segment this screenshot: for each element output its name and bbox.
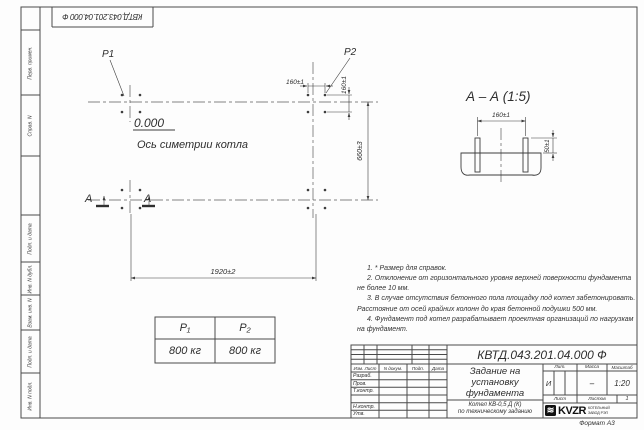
section-letter-left: А — [85, 193, 93, 205]
section-cut-marks — [84, 193, 155, 206]
note-4: 4. Фундамент под котел разрабатывает проектная организаций по нагрузкам на фундамент. — [357, 315, 634, 333]
tb-scale-label: Масштаб — [611, 365, 633, 370]
doc-number-top: КВТД.043.201.04.000 Ф — [62, 12, 143, 22]
kvzr-logo-caption: КОТЕЛЬНЫЙ ЗАВОД РЭП — [587, 406, 610, 415]
tb-scale-value: 1:20 — [614, 378, 630, 388]
dim-bolt-spacing-h — [286, 79, 333, 93]
section-title: А – А (1:5) — [466, 89, 531, 104]
note-1: 1. * Размер для справок. — [367, 265, 447, 272]
tb-header-izm-list: Изм. Лист — [353, 365, 377, 371]
svg-text:50±1: 50±1 — [545, 139, 551, 153]
margin-label-vzam-inv: Взам. инв. N — [27, 297, 34, 328]
margin-label-perv-primen: Перв. примен. — [27, 45, 34, 80]
loads-col1-header: P₁ — [179, 322, 191, 334]
tb-lit-label: Лит. — [554, 365, 566, 370]
tb-row-blank — [351, 395, 379, 403]
tb-row-tkontr: Т.контр. — [353, 388, 374, 395]
margin-label-podp-data-2: Подп. и дата — [27, 335, 34, 368]
tb-mass-value: – — [589, 378, 595, 388]
note-2: 2. Отклонение от горизонтального уровня верхней поверхности фундамента не более 10 мм. — [357, 275, 632, 293]
tb-header-n-dokum: N докум. — [383, 365, 403, 371]
tb-lit-value: И — [545, 378, 552, 388]
tb-row-utv: Утв. — [353, 411, 365, 418]
dim-stud-protrusion — [531, 130, 557, 161]
tb-row-nkontr: Н.контр. — [353, 403, 375, 410]
margin-label-podp-data-1: Подп. и дата — [27, 222, 34, 255]
plan-view — [84, 47, 378, 281]
boiler-axis-label: Ось симетрии котла — [137, 139, 249, 151]
kvzr-logo-icon: ≋ — [546, 405, 555, 415]
anchor-bolts — [121, 94, 327, 210]
section-view — [461, 89, 557, 182]
section-letter-right: А — [144, 193, 152, 205]
p2-label: P2 — [344, 47, 357, 58]
svg-text:660±3: 660±3 — [357, 141, 364, 161]
title-block-designation: КВТД.043.201.04.000 Ф — [477, 347, 607, 362]
dim-length — [131, 214, 316, 281]
note-3: 3. В случае отсутствия бетонного пола площадку под котел забетонировать. Расстояние от осей крайних колонн до края бетонной подушки 500 мм. — [357, 295, 636, 313]
svg-text:160±1: 160±1 — [491, 112, 511, 119]
tb-header-data: Дата — [431, 365, 445, 371]
svg-text:160±1: 160±1 — [341, 75, 348, 95]
svg-text:160±1: 160±1 — [285, 79, 304, 86]
tb-sheets-value: 1 — [625, 396, 629, 402]
tb-logo-row — [543, 403, 637, 418]
tb-row-razrab: Разраб. — [353, 372, 372, 379]
tb-sheet-label: Лист — [553, 396, 567, 402]
margin-label-inv-podl: Инв. N подл. — [27, 380, 34, 411]
format-label: Формат А3 — [579, 420, 615, 427]
notes-block — [357, 264, 639, 344]
svg-text:1920±2: 1920±2 — [210, 267, 236, 276]
tb-document-title: Задание на установку фундамента — [465, 365, 525, 399]
dim-width — [357, 102, 368, 200]
loads-col2-value: 800 кг — [228, 345, 262, 357]
tb-row-prov: Пров. — [353, 380, 367, 387]
dim-bolt-spacing-v — [327, 76, 352, 120]
tb-mass-label: Масса — [584, 365, 600, 370]
loads-col1-value: 800 кг — [168, 345, 202, 357]
tb-subtitle: Котел КВ-0,5 Д (К) по техническому заданию — [457, 401, 533, 415]
elevation-label: 0.000 — [134, 116, 165, 130]
kvzr-logo-text: KVZR — [558, 404, 586, 417]
margin-label-sprav-n: Справ. N — [27, 115, 34, 136]
margin-label-inv-dubl: Инв. N дубл. — [27, 264, 34, 293]
loads-col2-header: P₂ — [239, 322, 251, 334]
tb-header-podp: Подп. — [411, 365, 425, 371]
tb-sheets-label: Листов — [588, 396, 606, 402]
p1-label: P1 — [102, 49, 115, 60]
dim-stud-spacing — [478, 112, 526, 136]
